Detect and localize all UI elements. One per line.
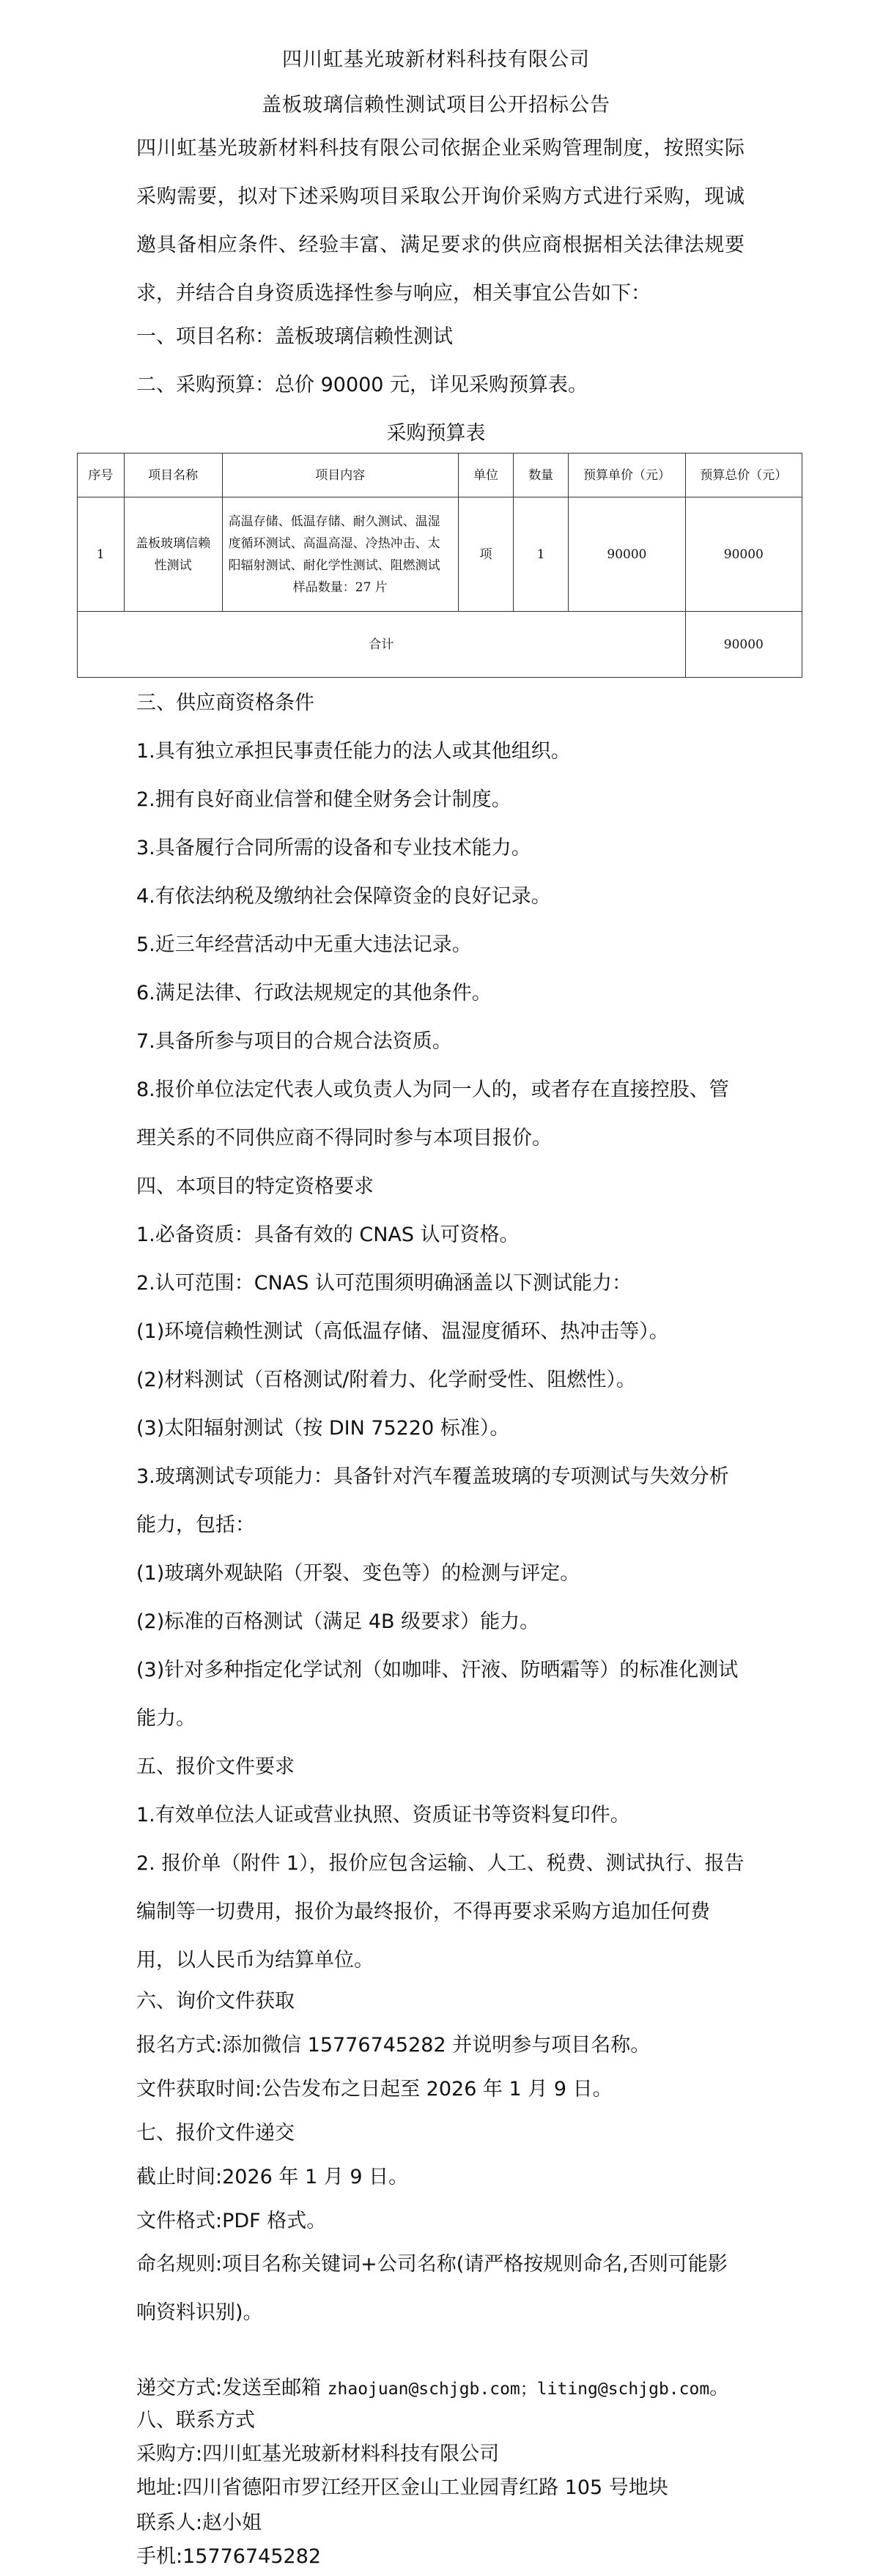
sample-quantity: 样品数量：27 片 [292,580,388,595]
file-format: 文件格式:PDF 格式。 [136,2210,327,2232]
buyer-address: 地址:四川省德阳市罗江经开区金山工业园青红路 105 号地块 [136,2476,668,2499]
header-unit-price: 预算单价（元） [569,454,685,497]
cell-project-name: 盖板玻璃信赖性测试 [124,497,222,612]
special-requirement-item: (1)环境信赖性测试（高低温存储、温湿度循环、热冲击等）。 [136,1320,669,1343]
cell-unit-price: 90000 [569,497,685,612]
header-unit: 单位 [458,454,513,497]
section6-heading: 六、询价文件获取 [136,1990,295,2013]
qualification-item: 8.报价单位法定代表人或负责人为同一人的，或者存在直接控股、管理关系的不同供应商不得同时参与本项目报价。 [136,1078,729,1150]
cell-index: 1 [78,497,125,612]
contact-phone: 手机:15776745282 [136,2545,322,2568]
content-text: 高温存储、低温存储、耐久测试、温湿度循环测试、高温高湿、冷热冲击、太阳辐射测试、耐化学性测试、阻燃测试 [228,514,440,573]
cell-project-content [222,497,458,612]
quote-document-item: 1.有效单位法人证或营业执照、资质证书等资料复印件。 [136,1804,630,1826]
qualification-item: 5.近三年经营活动中无重大违法记录。 [136,933,472,956]
table-row [78,497,802,612]
qualification-item: 1.具有独立承担民事责任能力的法人或其他组织。 [136,740,571,763]
buyer-name: 采购方:四川虹基光玻新材料科技有限公司 [136,2443,500,2465]
quote-document-item: 2. 报价单（附件 1），报价应包含运输、人工、税费、测试执行、报告编制等一切费用，报价为最终报价，不得再要求采购方追加任何费用，以人民币为结算单位。 [136,1852,744,1972]
header-total-price: 预算总价（元） [685,454,802,497]
contact-person: 联系人:赵小姐 [136,2512,262,2534]
sum-value: 90000 [685,612,802,678]
budget-table-title: 采购预算表 [386,422,486,445]
qualification-item: 3.具备履行合同所需的设备和专业技术能力。 [136,837,531,859]
special-requirement-item: 1.必备资质：具备有效的 CNAS 认可资格。 [136,1224,520,1246]
qualification-item: 2.拥有良好商业信誉和健全财务会计制度。 [136,788,511,811]
qualification-item: 4.有依法纳税及缴纳社会保障资金的良好记录。 [136,885,551,908]
document-time: 文件获取时间:公告发布之日起至 2026 年 1 月 9 日。 [136,2078,613,2101]
intro-paragraph: 四川虹基光玻新材料科技有限公司依据企业采购管理制度，按照实际采购需要，拟对下述采购项目采取公开询价采购方式进行采购，现诚邀具备相应条件、经验丰富、满足要求的供应商根据相关法律法规要求，并结合自身资质选择性参与响应，相关事宜公告如下： [136,137,744,305]
section-budget: 二、采购预算：总价 90000 元，详见采购预算表。 [136,374,588,396]
qualification-item: 6.满足法律、行政法规规定的其他条件。 [136,982,492,1004]
qualification-item: 7.具备所参与项目的合规合法资质。 [136,1030,452,1053]
naming-rule: 命名规则:项目名称关键词+公司名称(请严格按规则命名,否则可能影响资料识别)。 [136,2253,728,2324]
delivery-label: 递交方式:发送至邮箱 [136,2377,328,2399]
cell-unit: 项 [458,497,513,612]
section4-heading: 四、本项目的特定资格要求 [136,1175,374,1198]
delivery-end: 。 [709,2377,730,2399]
table-header-row [78,454,802,497]
special-requirement-item: (3)针对多种指定化学试剂（如咖啡、汗液、防晒霜等）的标准化测试能力。 [136,1659,739,1730]
cell-qty: 1 [514,497,569,612]
special-requirement-item: (1)玻璃外观缺陷（开裂、变色等）的检测与评定。 [136,1562,580,1585]
special-requirement-item: (3)太阳辐射测试（按 DIN 75220 标准）。 [136,1417,510,1440]
deadline: 截止时间:2026 年 1 月 9 日。 [136,2166,409,2188]
notice-title: 盖板玻璃信赖性测试项目公开招标公告 [262,94,610,116]
signup-method: 报名方式:添加微信 15776745282 并说明参与项目名称。 [136,2034,651,2057]
sum-label: 合计 [78,612,686,678]
special-requirement-item: 2.认可范围：CNAS 认可范围须明确涵盖以下测试能力： [136,1272,632,1295]
section3-heading: 三、供应商资格条件 [136,692,314,714]
header-index: 序号 [78,454,125,497]
cell-total-price: 90000 [685,497,802,612]
section5-heading: 五、报价文件要求 [136,1755,295,1778]
special-requirement-item: 3.玻璃测试专项能力：具备针对汽车覆盖玻璃的专项测试与失效分析能力，包括： [136,1465,729,1536]
header-project-content: 项目内容 [222,454,458,497]
special-requirement-item: (2)材料测试（百格测试/附着力、化学耐受性、阻燃性）。 [136,1369,636,1391]
table-sum-row [78,612,802,678]
section7-heading: 七、报价文件递交 [136,2122,295,2144]
delivery-emails: zhaojuan@schjgb.com；liting@schjgb.com [327,2380,710,2399]
delivery-method [136,2374,796,2404]
budget-table [77,453,802,678]
company-title: 四川虹基光玻新材料科技有限公司 [282,48,590,71]
special-requirement-item: (2)标准的百格测试（满足 4B 级要求）能力。 [136,1610,540,1633]
section8-heading: 八、联系方式 [136,2409,255,2432]
section-project-name: 一、项目名称：盖板玻璃信赖性测试 [136,325,453,348]
header-project-name: 项目名称 [124,454,222,497]
header-qty: 数量 [514,454,569,497]
